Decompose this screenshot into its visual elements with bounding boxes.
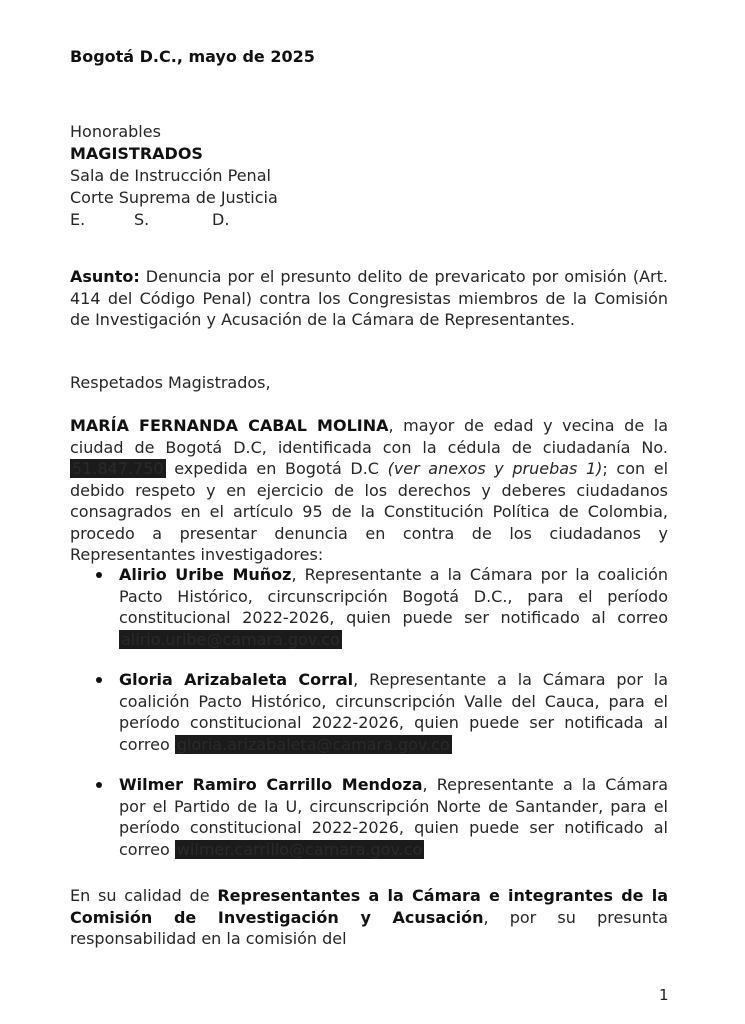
redacted-email: gloria.arizabaleta@camara.gov.co xyxy=(176,734,450,754)
intro-text-1: , mayor de edad y vecina de la ciudad de Bogotá D.C, identificada con la cédula de ciudadanía No. xyxy=(70,416,669,457)
list-item xyxy=(70,564,668,650)
letter-date: Bogotá D.C., mayo de 2025 xyxy=(70,47,315,66)
defendants-list xyxy=(70,564,668,860)
recipient-block xyxy=(70,121,278,231)
closing-pre: En su calidad de xyxy=(70,886,210,905)
defendant-name: Gloria Arizabaleta Corral xyxy=(119,670,354,689)
esd-e: E. xyxy=(70,210,86,229)
recipient-title: MAGISTRADOS xyxy=(70,144,203,163)
annex-reference: (ver anexos y pruebas 1) xyxy=(387,459,603,478)
redacted-id-number: 51.847.750 xyxy=(72,459,164,478)
recipient-chamber: Sala de Instrucción Penal xyxy=(70,166,271,185)
bullet-icon xyxy=(96,572,102,578)
subject-paragraph xyxy=(70,266,668,331)
recipient-court: Corte Suprema de Justicia xyxy=(70,188,278,207)
subject-label: Asunto: xyxy=(70,267,140,286)
intro-text-2: expedida en Bogotá D.C xyxy=(174,459,379,478)
esd-d: D. xyxy=(212,210,230,229)
defendant-text: , Representante a la Cámara por la coalición Pacto Histórico, circunscripción Bogotá D.C., para el período constitucional 2022-2026, quien puede ser notificado al correo xyxy=(119,565,668,627)
esd-s: S. xyxy=(134,210,150,229)
bullet-icon xyxy=(96,782,102,788)
salutation: Respetados Magistrados, xyxy=(70,373,271,392)
closing-bold: Representantes a la Cámara e integrantes de la Comisión de Investigación y Acusación xyxy=(70,886,669,927)
esd-line xyxy=(70,209,278,231)
list-item xyxy=(70,774,668,860)
defendant-text: , Representante a la Cámara por el Partido de la U, circunscripción Norte de Santander, para el período constitucional 2022-2026, quien puede ser notificado al correo xyxy=(119,775,669,859)
defendant-text: , Representante a la Cámara por la coalición Pacto Histórico, circunscripción Valle del Cauca, para el período constitucional 2022-2026, quien puede ser notificada al correo xyxy=(119,670,668,754)
subject-text: Denuncia por el presunto delito de prevaricato por omisión (Art. 414 del Código Penal) contra los Congresistas miembros de la Comisión de Investigación y Acusación de la Cámara de Representantes. xyxy=(70,267,668,329)
bullet-icon xyxy=(96,677,102,683)
closing-paragraph xyxy=(70,885,668,950)
complainant-name: MARÍA FERNANDA CABAL MOLINA xyxy=(70,416,389,435)
intro-paragraph xyxy=(70,415,668,566)
closing-post: , por su presunta responsabilidad en la comisión del xyxy=(70,907,669,948)
defendant-name: Alirio Uribe Muñoz xyxy=(119,565,292,584)
page-number: 1 xyxy=(659,986,669,1004)
recipient-honorific: Honorables xyxy=(70,122,161,141)
redacted-email: wilmer.carrillo@camara.gov.co xyxy=(176,839,423,859)
redacted-email: alirio.uribe@camara.gov.co xyxy=(121,629,340,649)
intro-text-3: ; con el debido respeto y en ejercicio de los derechos y deberes ciudadanos consagrados en el artículo 95 de la Constitución Política de Colombia, procedo a presentar denuncia en contra de los ciudadanos y Representantes investigadores: xyxy=(70,459,669,564)
defendant-name: Wilmer Ramiro Carrillo Mendoza xyxy=(119,775,423,794)
list-item xyxy=(70,669,668,755)
